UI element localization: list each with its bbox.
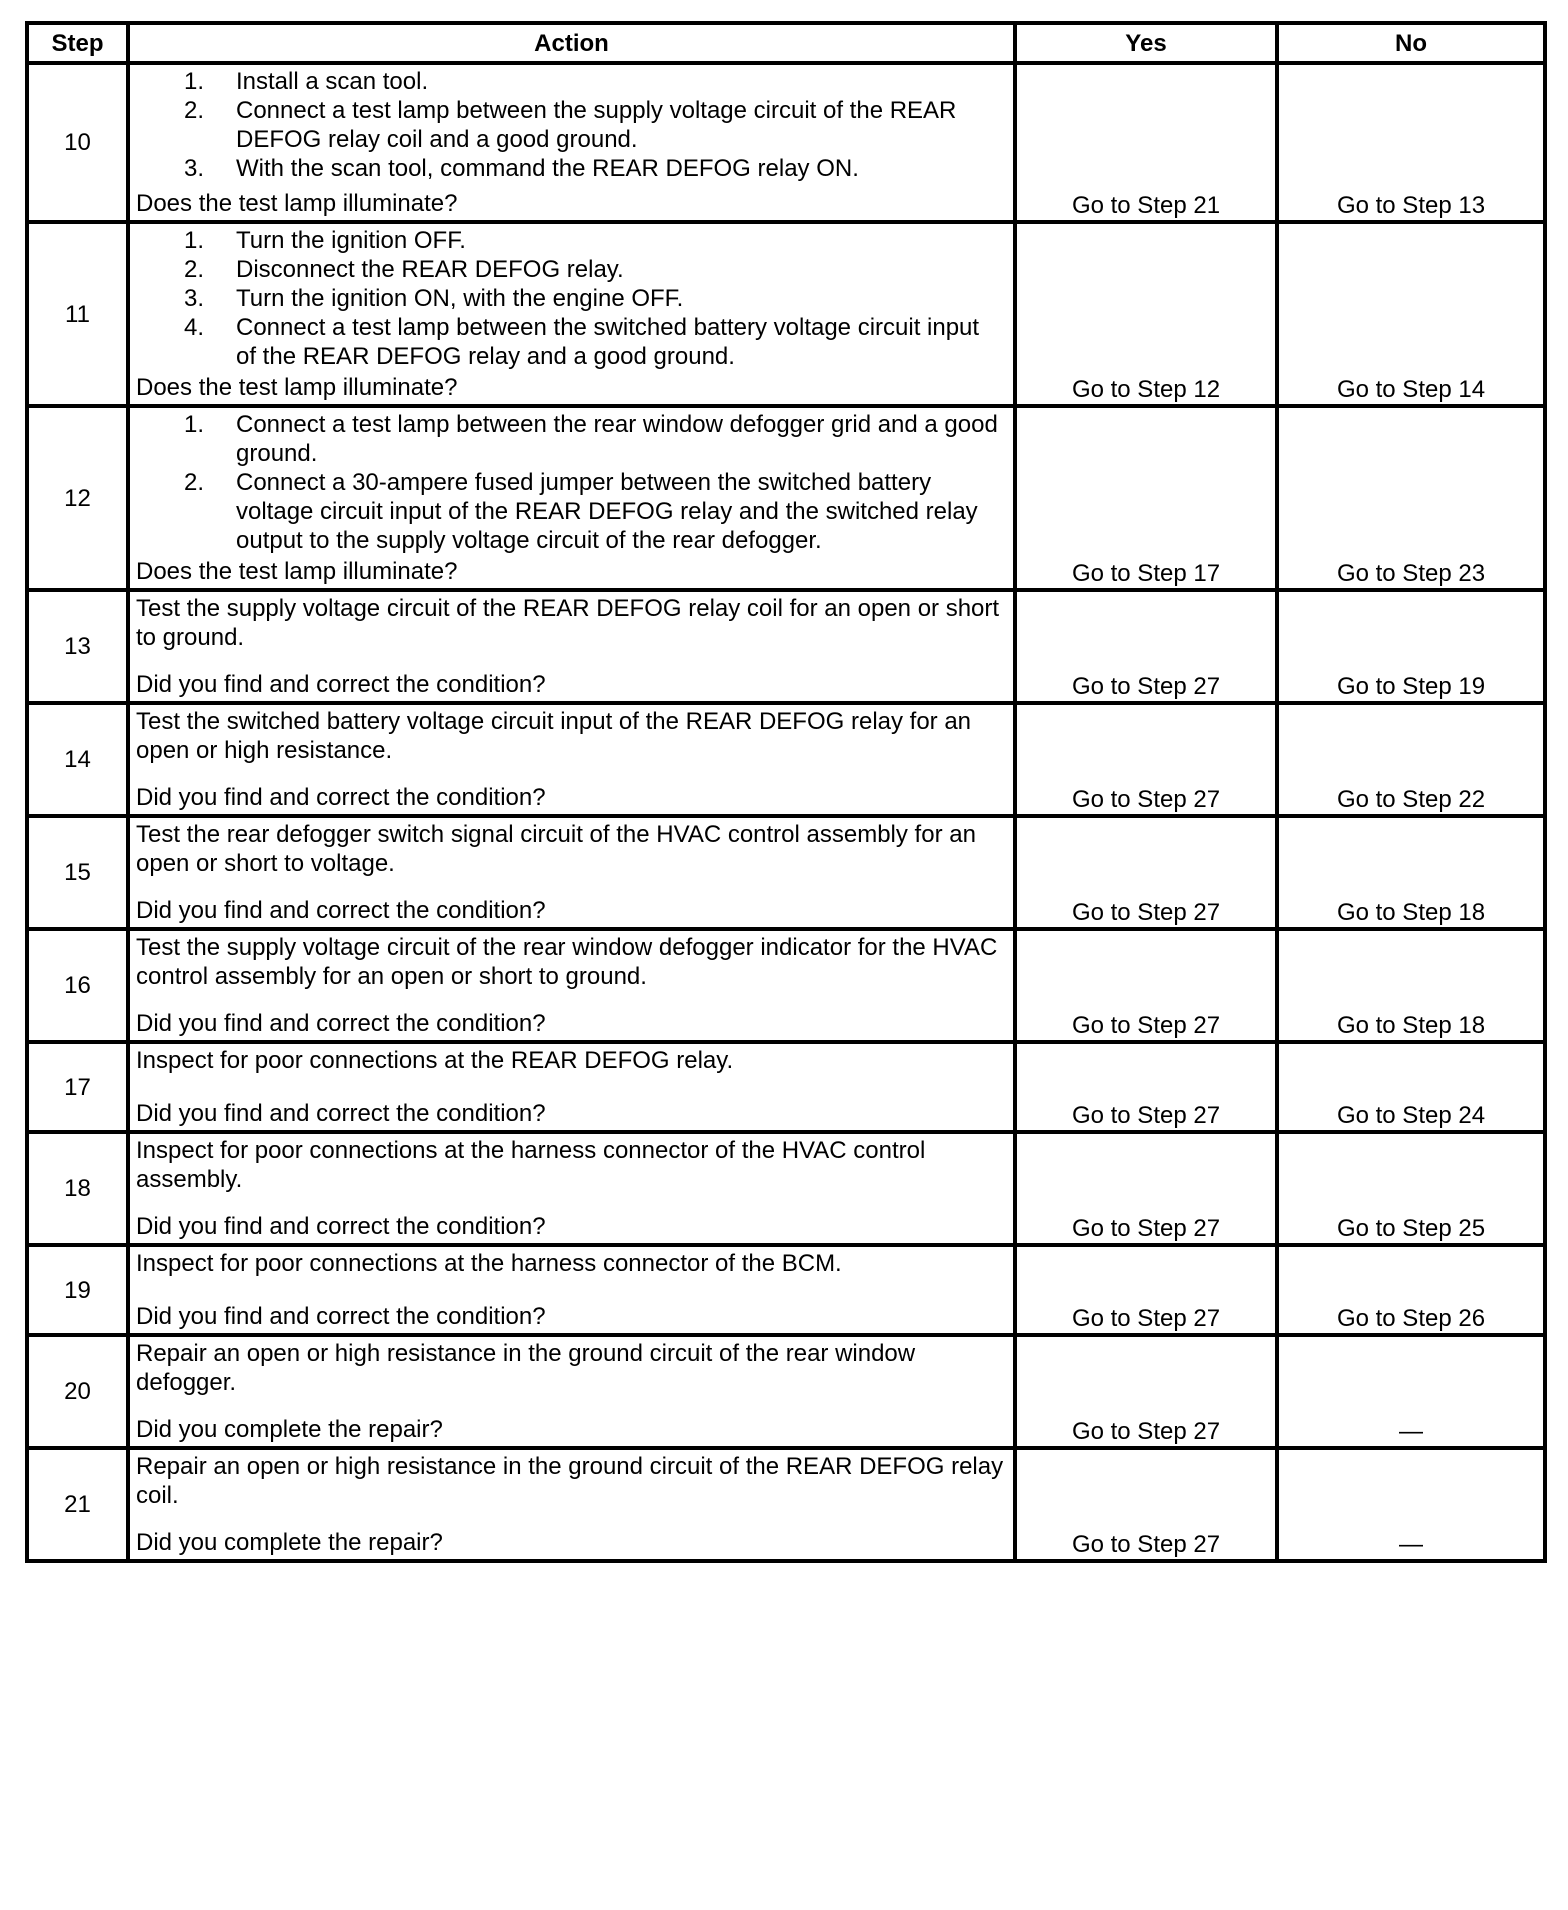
step-number: 18 bbox=[27, 1132, 128, 1245]
action-instructions bbox=[136, 1249, 1007, 1278]
yes-result: Go to Step 12 bbox=[1015, 222, 1277, 406]
procedure-item-number: 2. bbox=[184, 469, 205, 496]
action-instructions bbox=[136, 933, 1007, 991]
table-row bbox=[27, 816, 1545, 929]
action-question: Did you complete the repair? bbox=[136, 1529, 443, 1556]
table-header bbox=[27, 23, 1545, 63]
action-instructions bbox=[136, 1339, 1007, 1397]
action-content bbox=[130, 1337, 1013, 1446]
action-cell bbox=[128, 63, 1015, 222]
action-content bbox=[130, 818, 1013, 927]
no-result: Go to Step 23 bbox=[1277, 406, 1545, 590]
no-result: Go to Step 25 bbox=[1277, 1132, 1545, 1245]
action-instructions bbox=[136, 226, 1007, 371]
action-text: Inspect for poor connections at the REAR DEFOG relay. bbox=[136, 1047, 734, 1074]
procedure-item-text: Install a scan tool. bbox=[236, 68, 429, 95]
header-yes: Yes bbox=[1015, 23, 1277, 63]
header-action: Action bbox=[128, 23, 1015, 63]
step-number: 10 bbox=[27, 63, 128, 222]
procedure-item-number: 2. bbox=[184, 97, 205, 124]
yes-result: Go to Step 27 bbox=[1015, 1335, 1277, 1448]
action-text: Repair an open or high resistance in the ground circuit of the rear window defogger. bbox=[136, 1340, 916, 1396]
action-text: Test the supply voltage circuit of the REAR DEFOG relay coil for an open or short to ground. bbox=[136, 595, 1000, 651]
action-cell bbox=[128, 1245, 1015, 1335]
action-content bbox=[130, 408, 1013, 588]
action-content bbox=[130, 1247, 1013, 1333]
action-cell bbox=[128, 222, 1015, 406]
table-row bbox=[27, 703, 1545, 816]
action-cell bbox=[128, 1042, 1015, 1132]
table-row bbox=[27, 1245, 1545, 1335]
header-step: Step bbox=[27, 23, 128, 63]
action-question: Does the test lamp illuminate? bbox=[136, 558, 458, 585]
procedure-item-number: 4. bbox=[184, 314, 205, 341]
action-cell bbox=[128, 406, 1015, 590]
action-question: Did you find and correct the condition? bbox=[136, 1303, 546, 1330]
action-content bbox=[130, 705, 1013, 814]
step-number: 19 bbox=[27, 1245, 128, 1335]
action-question: Did you find and correct the condition? bbox=[136, 784, 546, 811]
action-instructions bbox=[136, 820, 1007, 878]
action-text: Test the supply voltage circuit of the rear window defogger indicator for the HVAC control assembly for an open or short to ground. bbox=[136, 934, 998, 990]
table-row bbox=[27, 222, 1545, 406]
procedure-list bbox=[136, 410, 1007, 555]
yes-result: Go to Step 21 bbox=[1015, 63, 1277, 222]
yes-result: Go to Step 27 bbox=[1015, 1132, 1277, 1245]
table-body bbox=[27, 63, 1545, 1561]
action-text: Repair an open or high resistance in the ground circuit of the REAR DEFOG relay coil. bbox=[136, 1453, 1004, 1509]
procedure-item-number: 3. bbox=[184, 155, 205, 182]
action-content bbox=[130, 1044, 1013, 1130]
procedure-list bbox=[136, 226, 1007, 371]
action-instructions bbox=[136, 67, 1007, 183]
procedure-item-text: With the scan tool, command the REAR DEFOG relay ON. bbox=[236, 155, 859, 182]
step-number: 15 bbox=[27, 816, 128, 929]
action-question: Did you find and correct the condition? bbox=[136, 1100, 546, 1127]
procedure-item bbox=[136, 96, 1007, 154]
action-question: Did you find and correct the condition? bbox=[136, 897, 546, 924]
action-question: Did you find and correct the condition? bbox=[136, 1213, 546, 1240]
action-instructions bbox=[136, 707, 1007, 765]
step-number: 11 bbox=[27, 222, 128, 406]
table-row bbox=[27, 929, 1545, 1042]
action-question: Does the test lamp illuminate? bbox=[136, 190, 458, 217]
procedure-item bbox=[136, 284, 1007, 313]
procedure-item-number: 2. bbox=[184, 256, 205, 283]
table-row bbox=[27, 590, 1545, 703]
action-question: Did you find and correct the condition? bbox=[136, 671, 546, 698]
action-content bbox=[130, 65, 1013, 220]
procedure-item bbox=[136, 226, 1007, 255]
header-row bbox=[27, 23, 1545, 63]
action-text: Test the switched battery voltage circuit input of the REAR DEFOG relay for an open or high resistance. bbox=[136, 708, 972, 764]
no-result: Go to Step 22 bbox=[1277, 703, 1545, 816]
yes-result: Go to Step 27 bbox=[1015, 816, 1277, 929]
action-instructions bbox=[136, 1136, 1007, 1194]
no-result: Go to Step 18 bbox=[1277, 929, 1545, 1042]
action-question: Did you find and correct the condition? bbox=[136, 1010, 546, 1037]
action-content bbox=[130, 1134, 1013, 1243]
procedure-item-text: Connect a test lamp between the rear window defogger grid and a good ground. bbox=[236, 411, 998, 467]
step-number: 13 bbox=[27, 590, 128, 703]
action-content bbox=[130, 592, 1013, 701]
no-result: Go to Step 24 bbox=[1277, 1042, 1545, 1132]
action-instructions bbox=[136, 1452, 1007, 1510]
step-number: 16 bbox=[27, 929, 128, 1042]
table-row bbox=[27, 1042, 1545, 1132]
procedure-item-number: 1. bbox=[184, 411, 205, 438]
header-no: No bbox=[1277, 23, 1545, 63]
action-cell bbox=[128, 703, 1015, 816]
yes-result: Go to Step 27 bbox=[1015, 590, 1277, 703]
action-text: Inspect for poor connections at the harness connector of the BCM. bbox=[136, 1250, 842, 1277]
procedure-item-text: Connect a test lamp between the supply voltage circuit of the REAR DEFOG relay coil and a good ground. bbox=[236, 97, 957, 153]
action-cell bbox=[128, 1132, 1015, 1245]
step-number: 20 bbox=[27, 1335, 128, 1448]
yes-result: Go to Step 17 bbox=[1015, 406, 1277, 590]
action-instructions bbox=[136, 410, 1007, 555]
yes-result: Go to Step 27 bbox=[1015, 1448, 1277, 1561]
table-row bbox=[27, 406, 1545, 590]
action-cell bbox=[128, 816, 1015, 929]
action-instructions bbox=[136, 594, 1007, 652]
no-result: Go to Step 13 bbox=[1277, 63, 1545, 222]
procedure-item bbox=[136, 313, 1007, 371]
procedure-item-number: 1. bbox=[184, 227, 205, 254]
no-result: — bbox=[1277, 1448, 1545, 1561]
yes-result: Go to Step 27 bbox=[1015, 1042, 1277, 1132]
table-row bbox=[27, 1132, 1545, 1245]
step-number: 12 bbox=[27, 406, 128, 590]
no-result: Go to Step 18 bbox=[1277, 816, 1545, 929]
yes-result: Go to Step 27 bbox=[1015, 703, 1277, 816]
procedure-item-number: 1. bbox=[184, 68, 205, 95]
step-number: 21 bbox=[27, 1448, 128, 1561]
table-row bbox=[27, 1335, 1545, 1448]
procedure-item-text: Disconnect the REAR DEFOG relay. bbox=[236, 256, 624, 283]
action-content bbox=[130, 1450, 1013, 1559]
diagnostic-table bbox=[25, 21, 1547, 1563]
action-cell bbox=[128, 1448, 1015, 1561]
procedure-item-number: 3. bbox=[184, 285, 205, 312]
no-result: Go to Step 26 bbox=[1277, 1245, 1545, 1335]
procedure-list bbox=[136, 67, 1007, 183]
action-question: Did you complete the repair? bbox=[136, 1416, 443, 1443]
procedure-item bbox=[136, 410, 1007, 468]
action-content bbox=[130, 931, 1013, 1040]
action-text: Test the rear defogger switch signal circuit of the HVAC control assembly for an open or short to voltage. bbox=[136, 821, 976, 877]
procedure-item bbox=[136, 468, 1007, 555]
procedure-item bbox=[136, 154, 1007, 183]
table-row bbox=[27, 63, 1545, 222]
yes-result: Go to Step 27 bbox=[1015, 1245, 1277, 1335]
procedure-item-text: Turn the ignition OFF. bbox=[236, 227, 466, 254]
action-text: Inspect for poor connections at the harness connector of the HVAC control assembly. bbox=[136, 1137, 926, 1193]
procedure-item bbox=[136, 255, 1007, 284]
procedure-item bbox=[136, 67, 1007, 96]
table-row bbox=[27, 1448, 1545, 1561]
no-result: — bbox=[1277, 1335, 1545, 1448]
procedure-item-text: Turn the ignition ON, with the engine OFF. bbox=[236, 285, 684, 312]
procedure-item-text: Connect a test lamp between the switched battery voltage circuit input of the REAR DEFOG relay and a good ground. bbox=[236, 314, 980, 370]
step-number: 17 bbox=[27, 1042, 128, 1132]
action-cell bbox=[128, 590, 1015, 703]
action-question: Does the test lamp illuminate? bbox=[136, 374, 458, 401]
procedure-item-text: Connect a 30-ampere fused jumper between the switched battery voltage circuit input of the REAR DEFOG relay and the switched relay output to the supply voltage circuit of the rear defogger. bbox=[236, 469, 978, 554]
action-cell bbox=[128, 1335, 1015, 1448]
action-content bbox=[130, 224, 1013, 404]
no-result: Go to Step 14 bbox=[1277, 222, 1545, 406]
action-instructions bbox=[136, 1046, 1007, 1075]
yes-result: Go to Step 27 bbox=[1015, 929, 1277, 1042]
action-cell bbox=[128, 929, 1015, 1042]
step-number: 14 bbox=[27, 703, 128, 816]
no-result: Go to Step 19 bbox=[1277, 590, 1545, 703]
